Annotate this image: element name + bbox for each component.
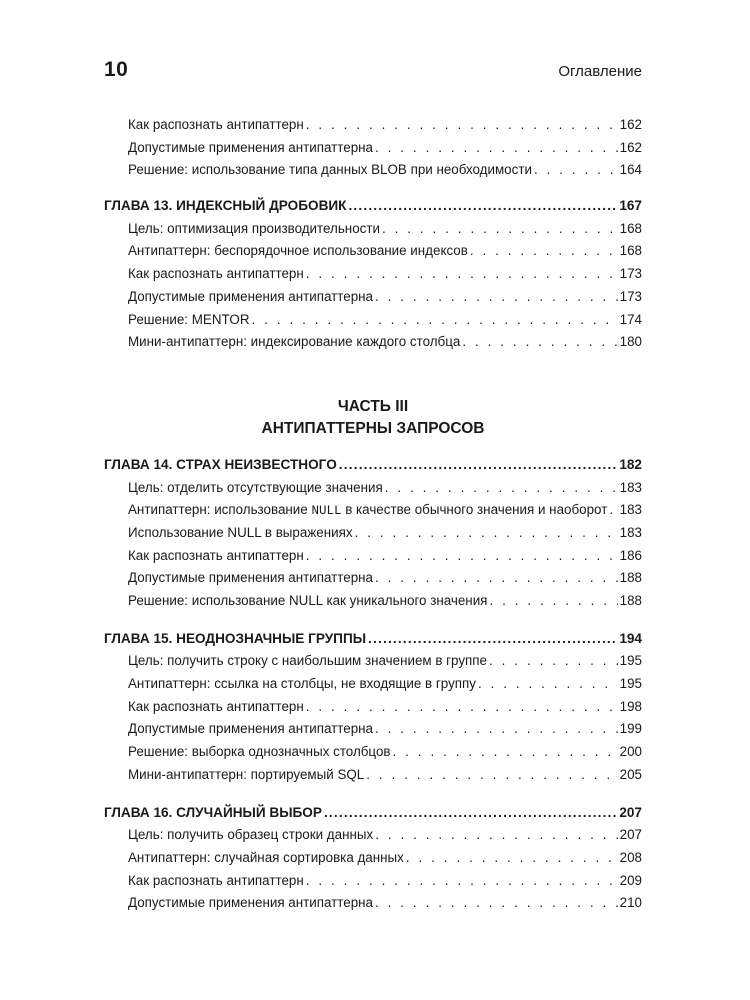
- code-null: NULL: [311, 504, 342, 519]
- toc-entry-page: 162: [619, 117, 642, 132]
- leader-dots: [375, 827, 617, 842]
- leader-dots: [470, 243, 618, 258]
- toc-entry-title: Антипаттерн: ссылка на столбцы, не входящие в группу: [128, 676, 476, 692]
- toc-entry[interactable]: [104, 721, 642, 744]
- toc-entry-page: 188: [619, 593, 642, 608]
- toc-entry[interactable]: [104, 334, 642, 357]
- toc-entry-title: Цель: получить строку с наибольшим значением в группе: [128, 653, 488, 669]
- chapter-title: ГЛАВА 14. СТРАХ НЕИЗВЕСТНОГО: [104, 456, 337, 472]
- toc-entry[interactable]: [104, 289, 642, 312]
- chapter-title: ГЛАВА 15. НЕОДНОЗНАЧНЫЕ ГРУППЫ: [104, 630, 367, 646]
- page-number: 10: [104, 58, 129, 81]
- toc-entry-title: Использование NULL в выражениях: [128, 524, 353, 540]
- leader-dots: [324, 805, 617, 820]
- toc-entry-title: Антипаттерн: беспорядочное использование индексов: [128, 243, 468, 259]
- toc-entry[interactable]: [104, 162, 642, 185]
- leader-dots: [375, 721, 618, 736]
- toc-entry-title: Решение: использование NULL как уникального значения: [128, 593, 488, 608]
- toc-entry[interactable]: [104, 117, 642, 140]
- toc-chapter-15[interactable]: [104, 631, 642, 654]
- title-text: в качестве обычного значения и наоборот: [341, 502, 608, 518]
- leader-dots: [489, 593, 617, 608]
- leader-dots: [339, 457, 618, 472]
- leader-dots: [385, 480, 618, 495]
- toc-entry[interactable]: [104, 767, 642, 790]
- running-title: Оглавление: [558, 63, 642, 80]
- toc-entry[interactable]: [104, 873, 642, 896]
- toc-entry-page: 162: [619, 139, 642, 155]
- leader-dots: [462, 334, 617, 349]
- leader-dots: [366, 767, 617, 782]
- table-of-contents: [104, 117, 642, 918]
- toc-entry[interactable]: [104, 243, 642, 266]
- toc-entry-page: 164: [619, 162, 642, 178]
- leader-dots: [382, 221, 618, 236]
- toc-entry[interactable]: [104, 744, 642, 767]
- chapter-page: 167: [619, 198, 642, 214]
- toc-entry-page: 209: [619, 872, 642, 888]
- toc-entry-title: Как распознать антипаттерн: [128, 698, 304, 714]
- toc-entry-page: 183: [619, 479, 642, 495]
- toc-entry[interactable]: [104, 653, 642, 676]
- toc-entry[interactable]: [104, 266, 642, 289]
- leader-dots: [306, 117, 618, 132]
- toc-entry[interactable]: [104, 480, 642, 503]
- toc-entry-page: 207: [619, 827, 642, 843]
- leader-dots: [375, 895, 618, 910]
- toc-entry-page: 180: [619, 334, 642, 350]
- toc-entry-title: Как распознать антипаттерн: [128, 117, 304, 132]
- leader-dots: [306, 548, 618, 563]
- leader-dots: [478, 676, 618, 691]
- toc-entry-title: Цель: отделить отсутствующие значения: [128, 479, 383, 495]
- toc-entry[interactable]: [104, 895, 642, 918]
- toc-entry-page: 195: [619, 676, 642, 692]
- toc-entry[interactable]: [104, 502, 642, 525]
- page-header: [104, 58, 642, 84]
- toc-entry-page: 186: [619, 547, 642, 563]
- toc-entry-page: 199: [619, 721, 642, 737]
- part-heading: [104, 396, 642, 440]
- toc-entry-title: Как распознать антипаттерн: [128, 266, 304, 282]
- toc-entry-page: 195: [619, 653, 642, 669]
- toc-entry-title: Допустимые применения антипаттерна: [128, 721, 373, 737]
- toc-entry-title: Допустимые применения антипаттерна: [128, 895, 373, 911]
- toc-entry-page: 200: [619, 744, 642, 760]
- leader-dots: [306, 266, 618, 281]
- leader-dots: [252, 312, 618, 327]
- toc-entry-page: 188: [619, 570, 642, 586]
- toc-entry[interactable]: [104, 140, 642, 163]
- toc-entry[interactable]: [104, 548, 642, 571]
- toc-entry-page: 208: [619, 849, 642, 865]
- toc-entry-title: Решение: использование типа данных BLOB при необходимости: [128, 162, 532, 178]
- toc-entry[interactable]: [104, 699, 642, 722]
- leader-dots: [368, 631, 617, 646]
- toc-entry[interactable]: [104, 570, 642, 593]
- toc-entry-title: Антипаттерн: случайная сортировка данных: [128, 849, 404, 865]
- leader-dots: [306, 699, 618, 714]
- leader-dots: [375, 140, 618, 155]
- toc-entry-page: 198: [619, 698, 642, 714]
- toc-entry-title: Как распознать антипаттерн: [128, 547, 304, 563]
- leader-dots: [306, 873, 618, 888]
- toc-entry[interactable]: [104, 312, 642, 335]
- toc-entry-page: 173: [619, 288, 642, 304]
- toc-chapter-14[interactable]: [104, 457, 642, 480]
- toc-entry-page: 183: [619, 524, 642, 540]
- toc-entry-page: 205: [619, 766, 642, 782]
- title-text: Антипаттерн: использование: [128, 502, 312, 518]
- toc-entry-page: 168: [619, 243, 642, 259]
- toc-chapter-16[interactable]: [104, 805, 642, 828]
- toc-entry-title: Решение: MENTOR: [128, 311, 250, 327]
- leader-dots: [406, 850, 618, 865]
- chapter-page: 194: [619, 630, 642, 646]
- leader-dots: [393, 744, 618, 759]
- toc-entry-title: Допустимые применения антипаттерна: [128, 288, 373, 304]
- toc-entry[interactable]: [104, 221, 642, 244]
- leader-dots: [609, 502, 617, 517]
- toc-entry-title: [128, 502, 607, 518]
- leader-dots: [375, 570, 618, 585]
- toc-entry-page: 168: [619, 220, 642, 236]
- part-title: АНТИПАТТЕРНЫ ЗАПРОСОВ: [261, 419, 485, 437]
- chapter-title: ГЛАВА 13. ИНДЕКСНЫЙ ДРОБОВИК: [104, 198, 347, 214]
- toc-entry-title: Как распознать антипаттерн: [128, 872, 304, 888]
- toc-entry[interactable]: [104, 676, 642, 699]
- toc-entry-page: 210: [619, 895, 642, 911]
- toc-entry-title: Решение: выборка однозначных столбцов: [128, 744, 391, 760]
- leader-dots: [375, 289, 618, 304]
- toc-entry-title: Цель: получить образец строки данных: [128, 827, 374, 843]
- toc-entry-page: 183: [619, 502, 642, 518]
- toc-entry-page: 174: [619, 311, 642, 327]
- chapter-page: 182: [619, 456, 642, 472]
- toc-entry-title: Цель: оптимизация производительности: [128, 220, 380, 236]
- chapter-page: 207: [619, 804, 642, 820]
- toc-entry-title: Мини-антипаттерн: портируемый SQL: [128, 766, 365, 782]
- leader-dots: [534, 162, 618, 177]
- toc-entry-title: Допустимые применения антипаттерна: [128, 139, 373, 155]
- toc-entry-page: 173: [619, 266, 642, 282]
- leader-dots: [348, 198, 617, 213]
- toc-entry-title: Мини-антипаттерн: индексирование каждого столбца: [128, 334, 461, 350]
- toc-entry[interactable]: [104, 593, 642, 616]
- leader-dots: [489, 653, 618, 668]
- toc-entry-title: Допустимые применения антипаттерна: [128, 570, 373, 586]
- toc-chapter-13[interactable]: [104, 198, 642, 221]
- toc-entry[interactable]: [104, 525, 642, 548]
- toc-entry[interactable]: [104, 827, 642, 850]
- part-number: ЧАСТЬ III: [337, 397, 409, 415]
- leader-dots: [355, 525, 618, 540]
- toc-entry[interactable]: [104, 850, 642, 873]
- chapter-title: ГЛАВА 16. СЛУЧАЙНЫЙ ВЫБОР: [104, 804, 322, 820]
